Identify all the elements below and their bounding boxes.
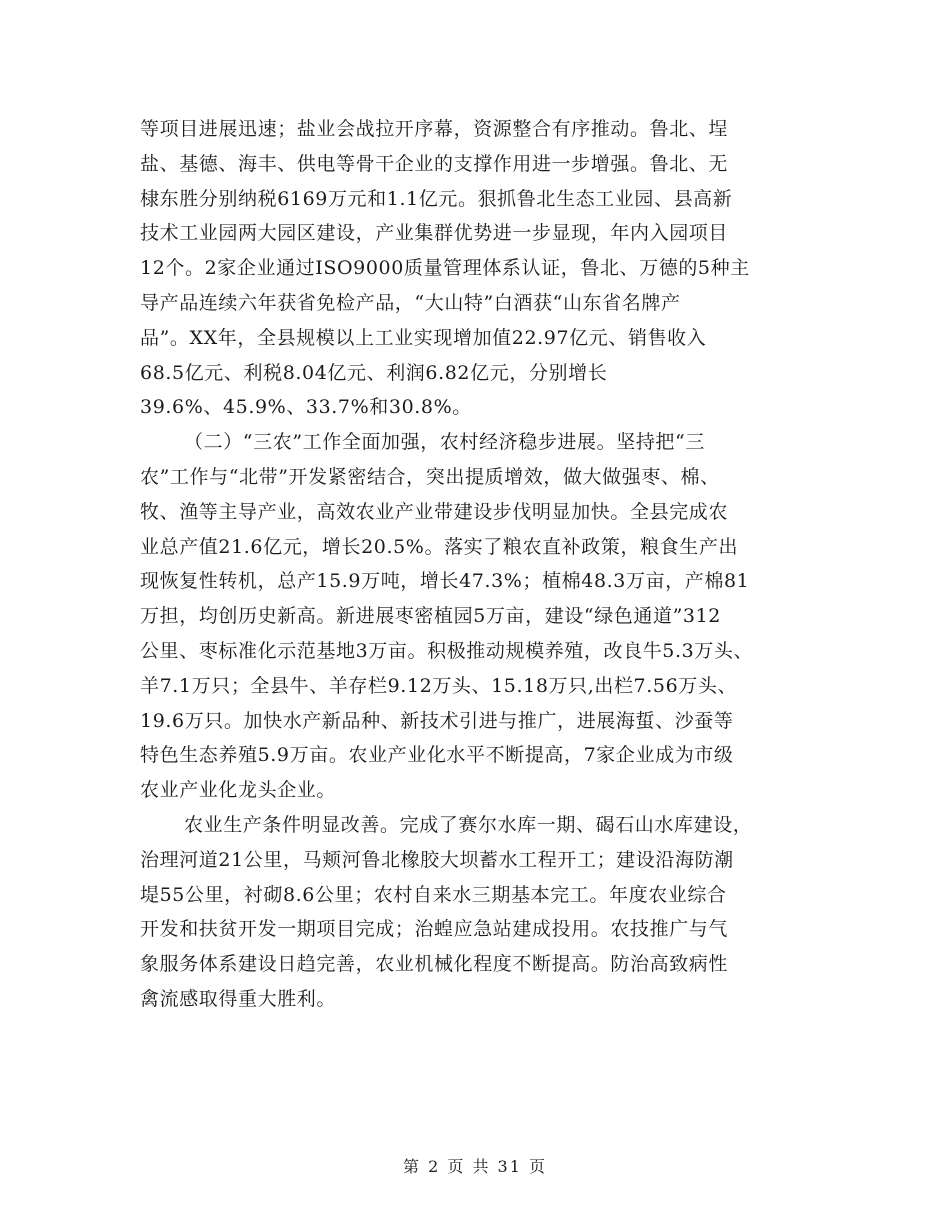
text-line: 等项目进展迅速；盐业会战拉开序幕，资源整合有序推动。鲁北、埕 <box>140 118 729 140</box>
text-line: 现恢复性转机，总产15.9万吨，增长47.3%；植棉48.3万亩，产棉81 <box>140 570 750 593</box>
text-line: 棣东胜分别纳税6169万元和1.1亿元。狠抓鲁北生态工业园、县高新 <box>140 187 733 210</box>
page-number-footer: 第 2 页 共 31 页 <box>403 1157 547 1176</box>
text-line: 堤55公里，衬砌8.6公里；农村自来水三期基本完工。年度农业综合 <box>140 883 727 906</box>
text-line: 特色生态养殖5.9万亩。农业产业化水平不断提高，7家企业成为市级 <box>140 744 734 767</box>
text-line: 业总产值21.6亿元，增长20.5%。落实了粮农直补政策，粮食生产出 <box>140 535 739 558</box>
text-line: 导产品连续六年获省免检产品，“大山特”白酒获“山东省名牌产 <box>140 291 681 314</box>
text-line: 68.5亿元、利税8.04亿元、利润6.82亿元，分别增长 <box>140 361 608 384</box>
text-line: 品”。XX年，全县规模以上工业实现增加值22.97亿元、销售收入 <box>140 326 707 349</box>
text-line: 39.6%、45.9%、33.7%和30.8%。 <box>140 396 472 419</box>
text-line: 公里、枣标准化示范基地3万亩。积极推动规模养殖，改良牛5.3万头、 <box>140 639 754 662</box>
text-line: 技术工业园两大园区建设，产业集群优势进一步显现，年内入园项目 <box>140 222 729 245</box>
text-line: 羊7.1万只；全县牛、羊存栏9.12万头、15.18万只,出栏7.56万头、 <box>140 674 738 697</box>
document-body <box>140 112 830 1017</box>
text-line: 开发和扶贫开发一期项目完成；治蝗应急站建成投用。农技推广与气 <box>140 918 729 941</box>
paragraph-industry <box>140 112 830 425</box>
text-line: 农业生产条件明显改善。完成了赛尔水库一期、碣石山水库建设， <box>184 813 753 836</box>
text-line: 农业产业化龙头企业。 <box>140 779 337 802</box>
text-line: 12个。2家企业通过ISO9000质量管理体系认证，鲁北、万德的5种主 <box>140 257 750 280</box>
text-line: 农”工作与“北带”开发紧密结合，突出提质增效，做大做强枣、棉、 <box>140 465 720 488</box>
text-line: 盐、基德、海丰、供电等骨干企业的支撑作用进一步增强。鲁北、无 <box>140 152 729 175</box>
paragraph-agriculture <box>140 425 830 808</box>
text-line: 象服务体系建设日趋完善，农业机械化程度不断提高。防治高致病性 <box>140 953 729 976</box>
text-line: 治理河道21公里，马颊河鲁北橡胶大坝蓄水工程开工；建设沿海防潮 <box>140 848 734 871</box>
text-line: 万担，均创历史新高。新进展枣密植园5万亩，建设“绿色通道”312 <box>140 605 721 628</box>
text-line: 禽流感取得重大胜利。 <box>140 987 337 1010</box>
paragraph-conditions <box>140 808 830 1017</box>
text-line: 牧、渔等主导产业，高效农业产业带建设步伐明显加快。全县完成农 <box>140 500 729 523</box>
text-line: （二）“三农”工作全面加强，农村经济稳步进展。坚持把“三 <box>184 431 705 454</box>
text-line: 19.6万只。加快水产新品种、新技术引进与推广，进展海蜇、沙蚕等 <box>140 709 734 732</box>
